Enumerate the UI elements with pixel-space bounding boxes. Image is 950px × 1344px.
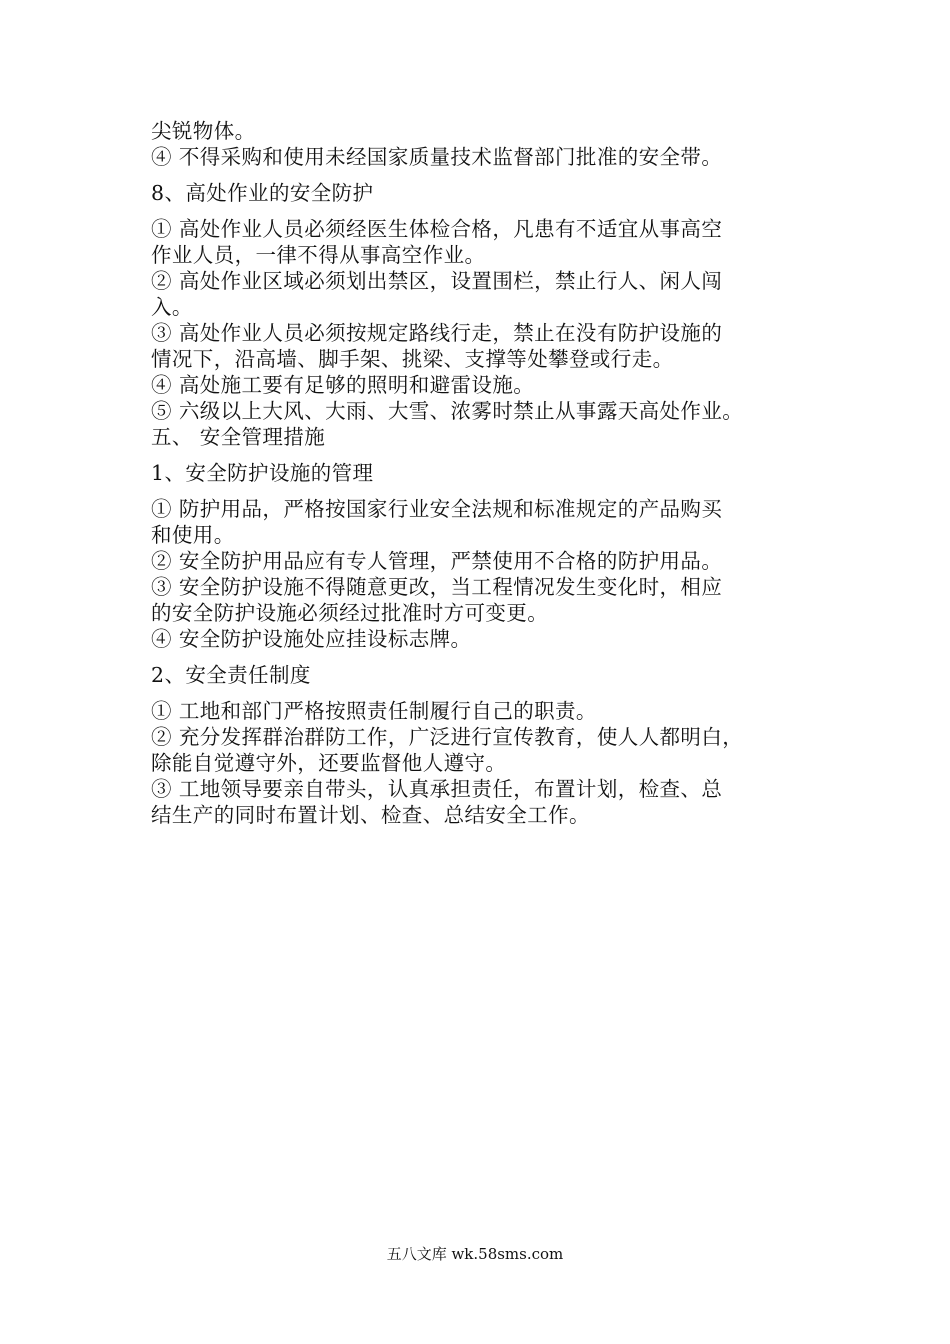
section-heading-8: 8、高处作业的安全防护 bbox=[151, 181, 374, 205]
subsection-heading-1: 1、安全防护设施的管理 bbox=[151, 461, 374, 485]
paragraph-line: ⑤ 六级以上大风、大雨、大雪、浓雾时禁止从事露天高处作业。 bbox=[151, 399, 744, 423]
part-title-5: 五、 安全管理措施 bbox=[151, 425, 326, 449]
paragraph-line: ① 工地和部门严格按照责任制履行自己的职责。 bbox=[151, 699, 597, 723]
paragraph-line: ① 防护用品，严格按国家行业安全法规和标准规定的产品购买 bbox=[151, 497, 723, 521]
subsection-heading-2: 2、安全责任制度 bbox=[151, 663, 311, 687]
paragraph-line: ① 高处作业人员必须经医生体检合格，凡患有不适宜从事高空 bbox=[151, 217, 723, 241]
paragraph-line: 的安全防护设施必须经过批准时方可变更。 bbox=[151, 601, 549, 625]
paragraph-line: ③ 安全防护设施不得随意更改，当工程情况发生变化时，相应 bbox=[151, 575, 723, 599]
paragraph-line: 和使用。 bbox=[151, 523, 235, 547]
paragraph-line: ③ 工地领导要亲自带头，认真承担责任，布置计划，检查、总 bbox=[151, 777, 723, 801]
paragraph-line: 情况下，沿高墙、脚手架、挑梁、支撑等处攀登或行走。 bbox=[151, 347, 674, 371]
paragraph-line: ④ 不得采购和使用未经国家质量技术监督部门批准的安全带。 bbox=[151, 145, 723, 169]
paragraph-line: ③ 高处作业人员必须按规定路线行走，禁止在没有防护设施的 bbox=[151, 321, 723, 345]
paragraph-line: ② 充分发挥群治群防工作，广泛进行宣传教育，使人人都明白， bbox=[151, 725, 744, 749]
paragraph-line: 作业人员，一律不得从事高空作业。 bbox=[151, 243, 486, 267]
paragraph-line: 入。 bbox=[151, 295, 193, 319]
paragraph-line: ④ 高处施工要有足够的照明和避雷设施。 bbox=[151, 373, 535, 397]
paragraph-line: ② 高处作业区域必须划出禁区，设置围栏，禁止行人、闲人闯 bbox=[151, 269, 723, 293]
page-footer: 五八文库 wk.58sms.com bbox=[386, 1245, 564, 1263]
paragraph-line: 除能自觉遵守外，还要监督他人遵守。 bbox=[151, 751, 507, 775]
paragraph-line: ② 安全防护用品应有专人管理，严禁使用不合格的防护用品。 bbox=[151, 549, 723, 573]
paragraph-line: ④ 安全防护设施处应挂设标志牌。 bbox=[151, 627, 472, 651]
paragraph-line: 结生产的同时布置计划、检查、总结安全工作。 bbox=[151, 803, 590, 827]
paragraph-line: 尖锐物体。 bbox=[151, 119, 256, 143]
document-body bbox=[151, 118, 811, 828]
